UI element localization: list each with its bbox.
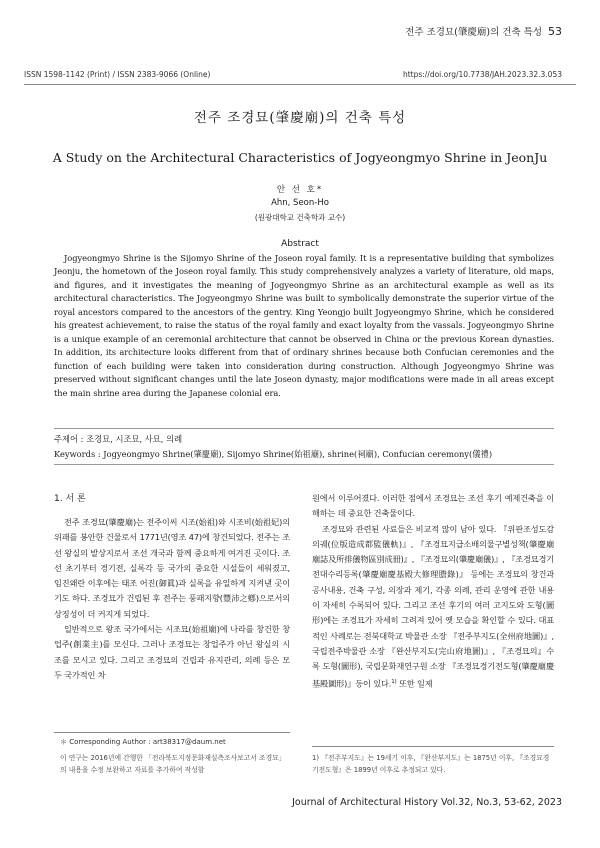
keywords-kr-label: 주제어 : [54, 434, 87, 444]
footnote-1: 1) 『전주부지도』는 19세기 이후, 『완산부지도』는 1875년 이후, 『조경묘경기전도형』은 1899년 이후로 추정되고 있다. [312, 754, 550, 774]
author-name-kr: 안 선 호* [276, 185, 324, 195]
keywords-en [54, 448, 554, 460]
article-title-en: A Study on the Architectural Characteristics of Jogyeongmyo Shrine in JeonJu [52, 150, 548, 165]
body-paragraph [312, 522, 554, 692]
body-paragraph-text: 조경묘와 관련된 사료들은 비교적 많이 남아 있다. 『위판조성도감의궤(位版造成都監儀軌)』, 『조경묘지급소배의물구별성책(肇慶廟廟誌及所排儀物區別成冊)』, 『조경묘의(肇慶廟儀)』, 『조경묘경기전대수리등록(肇慶廟慶基殿大修理謄錄)』 등에는 조경묘의 창건과 공사내용, 건축 구성, 의장과 제기, 각종 의례, 관리 운영에 관한 내용이 자세히 수록되어 있다. 그리고 조선 후기의 여러 고지도와 도형(圖形)에는 조경묘가 자세히 그려져 있어 옛 모습을 확인할 수 있다. 대표적인 사례로는 전북대학교 박물관 소장 『전주부지도(全州府地圖)』, 국립전주박물관 소장 『완산부지도(完山府地圖)』, 『조경묘의』수록 도형(圖形), 국립문화재연구원 소장 『조경묘경기전도형(肇慶廟慶基殿圖形)』등이 있다. [312, 523, 554, 689]
footnote-divider-right [312, 746, 554, 747]
body-column-right [312, 491, 554, 692]
body-paragraph: 전주 조경묘(肇慶廟)는 전주이씨 시조(始祖)와 시조비(始祖妃)의 위패를 봉안한 건물로서 1771년(영조 47)에 창건되었다. 전주는 조선 왕실의 발상지로서 조선 개국과 함께 중요하게 여겨진 곳이다. 조선 초기부터 경기전, 실록각 등 국가의 중요한 시설들이 세워졌고, 임진왜란 이후에는 태조 어진(御眞)과 실록을 유일하게 지켜낸 곳이기도 하다. 조경묘가 건립된 후 전주는 풍패지향(豐沛之鄕)으로서의 상징성이 더 커지게 되었다. [54, 517, 290, 619]
page-number: 53 [548, 25, 562, 38]
body-paragraph: 원에서 이루어졌다. 이러한 점에서 조경묘는 조선 후기 예제건축을 이해하는 데 중요한 건축물이다. [312, 493, 554, 519]
abstract-text: Jogyeongmyo Shrine is the Sijomyo Shrine of the Joseon royal family. It is a representative building that symbolizes Jeonju, the hometown of the Joseon royal family. This study comprehensively analyzes a variety of literature, old maps, and figures, and it investigates the meaning of Jogyeongmyo Shrine as an architectural example as well as its architectural characteristics. The Jogyeongmyo Shrine was built to symbolically demonstrate the superior virtue of the royal ancestors compared to the ancestors of the gentry. King Yeongjo built Jogyeongmyo Shrine, which he considered his greatest achievement, to raise the status of the royal family and exact loyalty from the vassals. Jogyeongmyo Shrine is a unique example of an ceremonial architecture that cannot be observed in China or the previous Korean dynasties. In addition, its architecture looks different from that of ordinary shrines because both Confucian ceremonies and the function of each building were taken into consideration during construction. Although Jogyeongmyo Shrine was preserved without significant changes until the late Joseon dynasty, major modifications were made in all areas except the main shrine area during the Japanese colonial era. [54, 253, 554, 398]
header-divider [24, 84, 576, 85]
body-paragraph: 일반적으로 왕조 국가에서는 시조묘(始祖廟)에 나라를 창건한 창업주(創業主)를 모신다. 그러나 조경묘는 창업주가 아닌 왕실의 시조를 모시고 있다. 그리고 조경묘의 건립과 유지관리, 의례 등은 모두 국가적인 차 [54, 624, 290, 680]
footnote-marker[interactable]: 1) [391, 678, 397, 685]
body-column-left [54, 515, 290, 683]
keywords-top-divider [54, 428, 554, 429]
article-title-kr: 전주 조경묘(肇慶廟)의 건축 특성 [193, 110, 407, 126]
keywords-kr-value: 조경묘, 시조묘, 사묘, 의례 [86, 434, 183, 444]
issn-line: ISSN 1598-1142 (Print) / ISSN 2383-9066 (Online) [24, 70, 211, 79]
section-heading-introduction: 1. 서 론 [54, 494, 86, 504]
corresponding-author: ＊ Corresponding Author : art38317@daum.net [60, 738, 226, 746]
journal-citation: Journal of Architectural History Vol.32, No.3, 53-62, 2023 [292, 797, 562, 808]
funding-note: 이 연구는 2016년에 간행한 「전라북도지정문화재실측조사보고서 조경묘」의 내용을 수정 보완하고 자료를 추가하여 작성함 [60, 754, 286, 774]
keywords-en-label: Keywords : [54, 449, 104, 459]
author-affiliation: (원광대학교 건축학과 교수) [254, 213, 346, 222]
author-name-en: Ahn, Seon-Ho [271, 198, 329, 208]
abstract-heading: Abstract [281, 239, 319, 249]
doi-link[interactable]: https://doi.org/10.7738/JAH.2023.32.3.053 [402, 70, 562, 79]
keywords-bottom-divider [54, 464, 554, 465]
keywords-en-value: Jogyeongmyo Shrine(肇慶廟), Sijomyo Shrine(始祖廟), shrine(祠廟), Confucian ceremony(儀禮) [103, 449, 493, 459]
running-title: 전주 조경묘(肇慶廟)의 건축 특성 [405, 27, 542, 38]
running-head [405, 24, 562, 38]
keywords-kr [54, 433, 182, 445]
footnote-divider-left [54, 732, 290, 733]
body-paragraph-tail: 또한 일제 [396, 678, 433, 689]
